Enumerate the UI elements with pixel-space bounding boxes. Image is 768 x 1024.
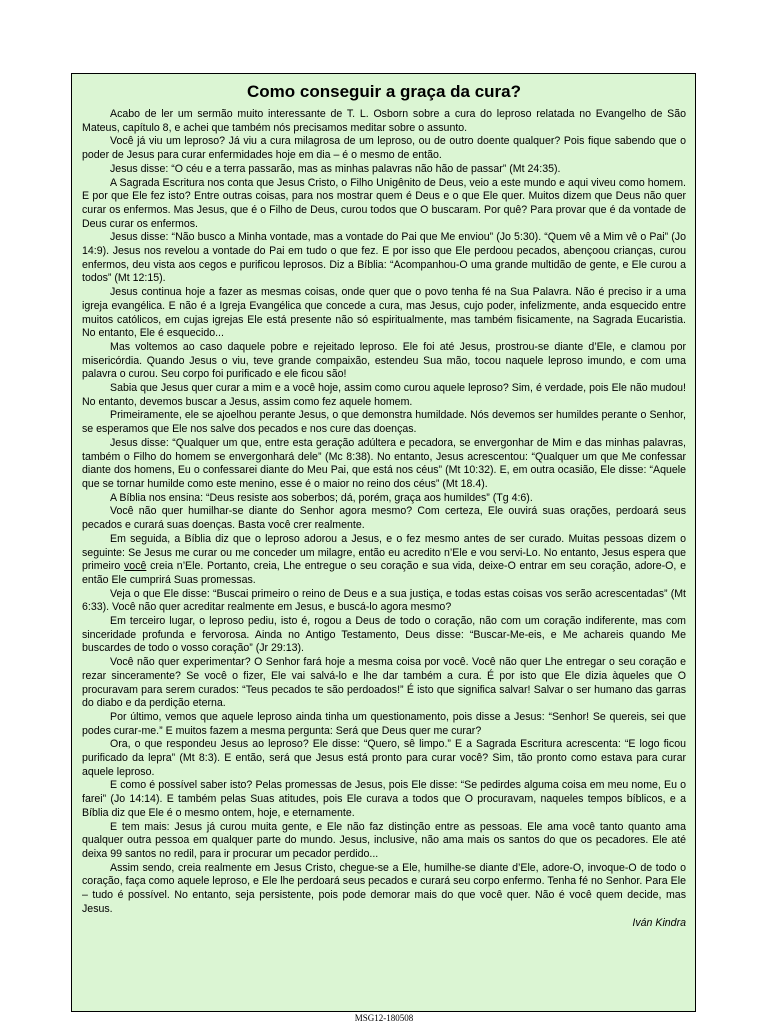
paragraph: Assim sendo, creia realmente em Jesus Cristo, chegue-se a Ele, humilhe-se diante d’Ele, adore-O, invoque-O de todo o coração, faça como aquele leproso, e Ele lhe perdoará seus pecados e curará seu corpo enfermo. Tenha fé no Senhor. Para Ele – tudo é possível. No entanto, seja persistente, pois pode demorar mais do que você quer. Não é você quem decide, mas Jesus. — [82, 861, 686, 915]
article-body — [82, 108, 686, 916]
paragraph: Ora, o que respondeu Jesus ao leproso? Ele disse: “Quero, sê limpo.” E a Sagrada Escritura acrescenta: “E logo ficou purificado da lepra” (Mt 8:3). E então, será que Jesus está pronto para curar você? Sim, tão pronto como estava para curar aquele leproso. — [82, 738, 686, 778]
underlined-word: você — [124, 560, 147, 573]
paragraph: E como é possível saber isto? Pelas promessas de Jesus, pois Ele disse: “Se pedirdes alguma coisa em meu nome, Eu o farei” (Jo 14:14). E também pelas Suas atitudes, pois Ele curava a todos que O procuravam, naqueles tempos bíblicos, e a Bíblia diz que Ele é o mesmo ontem, hoje, e eternamente. — [82, 779, 686, 819]
paragraph: Acabo de ler um sermão muito interessante de T. L. Osborn sobre a cura do leproso relatada no Evangelho de São Mateus, capítulo 8, e achei que também nós precisamos meditar sobre o assunto. — [82, 108, 686, 134]
paragraph: Por último, vemos que aquele leproso ainda tinha um questionamento, pois disse a Jesus: “Senhor! Se quereis, sei que podes curar-me.” E muitos fazem a mesma pergunta: Será que Deus quer me curar? — [82, 710, 686, 737]
paragraph: Jesus disse: “O céu e a terra passarão, mas as minhas palavras não hão de passar” (Mt 24:35). — [110, 162, 561, 175]
author-signature: Iván Kindra — [632, 917, 686, 930]
paragraph: Em terceiro lugar, o leproso pediu, isto é, rogou a Deus de todo o coração, não com um coração indiferente, mas com sinceridade profunda e fervorosa. Ainda no Antigo Testamento, Deus disse: “Buscar-Me-eis, e Me achareis quando Me buscardes de todo o vosso coração” (Jr 29:13). — [82, 615, 686, 655]
paragraph: Você já viu um leproso? Já viu a cura milagrosa de um leproso, ou de outro doente qualquer? Pois fique sabendo que o poder de Jesus para curar enfermidades hoje em dia – é o mesmo de então. — [82, 135, 686, 162]
paragraph: E tem mais: Jesus já curou muita gente, e Ele não faz distinção entre as pessoas. Ele ama você tanto quanto ama qualquer outra pessoa em qualquer parte do mundo. Jesus, inclusive, não ama mais os santos do que os pecadores. Ele até deixa 99 santos no redil, para ir procurar um pecador perdido... — [82, 820, 686, 860]
paragraph: Você não quer experimentar? O Senhor fará hoje a mesma coisa por você. Você não quer Lhe entregar o seu coração e rezar sinceramente? Se você o fizer, Ele vai salvá-lo e lhe dar também a cura. É por isto que Ele dizia àqueles que O procuravam para serem curados: “Teus pecados te são perdoados!” É isto que significa salvar! Salvar o ser humano das garras do diabo e da perdição eterna. — [82, 656, 686, 710]
paragraph-text: Em seguida, a Bíblia diz que o leproso adorou a Jesus, e o fez mesmo antes de ser curado. Muitas pessoas dizem o seguinte: Se Jesus me curar ou me conceder um milagre, então eu acredito n’Ele e vou servi-Lo. No entanto, Jesus espera que primeiro — [82, 532, 686, 573]
paragraph: Jesus continua hoje a fazer as mesmas coisas, onde quer que o povo tenha fé na Sua Palavra. Não é preciso ir a uma igreja evangélica. E não é a Igreja Evangélica que concede a cura, mas Jesus, cujo poder, infelizmente, anda esquecido entre muitos católicos, em cujas igrejas Ele está presente não só espiritualmente, mas também fisicamente, na Sagrada Eucaristia. No entanto, Ele é esquecido... — [82, 286, 686, 340]
paragraph: Sabia que Jesus quer curar a mim e a você hoje, assim como curou aquele leproso? Sim, é verdade, pois Ele não mudou! No entanto, devemos buscar a Jesus, assim como fez aquele homem. — [82, 382, 686, 408]
paragraph-text: creia n’Ele. Portanto, creia, Lhe entregue o seu coração e sua vida, deixe-O entrar em seu coração, adore-O, e então Ele cumprirá Suas promessas. — [82, 560, 686, 586]
paragraph: Primeiramente, ele se ajoelhou perante Jesus, o que demonstra humildade. Nós devemos ser humildes perante o Senhor, se esperamos que Ele nos salve dos pecados e nos cure das doenças. — [82, 409, 686, 436]
paragraph: Você não quer humilhar-se diante do Senhor agora mesmo? Com certeza, Ele ouvirá suas orações, perdoará seus pecados e curará suas doenças. Basta você crer realmente. — [82, 505, 686, 532]
document-code: MSG12-180508 — [354, 1013, 414, 1023]
page-title: Como conseguir a graça da cura? — [247, 82, 521, 101]
paragraph: A Bíblia nos ensina: “Deus resiste aos soberbos; dá, porém, graça aos humildes” (Tg 4:6). — [110, 491, 533, 504]
paragraph: Mas voltemos ao caso daquele pobre e rejeitado leproso. Ele foi até Jesus, prostrou-se diante d’Ele, e clamou por misericórdia. Quando Jesus o viu, teve grande compaixão, estendeu Sua mão, tocou naquele leproso imundo, e com uma palavra o curou. Seu corpo foi purificado e ele ficou são! — [82, 340, 686, 381]
paragraph — [82, 533, 686, 588]
paragraph: Jesus disse: “Qualquer um que, entre esta geração adúltera e pecadora, se envergonhar de Mim e das minhas palavras, também o Filho do homem se envergonhará dele” (Mc 8:38). No entanto, Jesus acrescentou: “Qualquer um que Me confessar diante dos homens, Eu o confessarei diante do Meu Pai, que está nos céus” (Mt 10:32). E, em outra ocasião, Ele disse: “Aquele que se tornar humilde como este menino, esse é o maior no reino dos céus” (Mt 18.4). — [82, 436, 686, 490]
paragraph: Jesus disse: “Não busco a Minha vontade, mas a vontade do Pai que Me enviou” (Jo 5:30). “Quem vê a Mim vê o Pai” (Jo 14:9). Jesus nos revelou a vontade do Pai em tudo o que fez. E por isso que Ele perdoou pecados, abençoou crianças, curou enfermos, deu vista aos cegos e purificou leprosos. Diz a Bíblia: “Acompanhou-O uma grande multidão de gente, e Ele curou a todos” (Mt 12:15). — [82, 231, 686, 285]
tract-box — [71, 73, 696, 1012]
paragraph: Veja o que Ele disse: “Buscai primeiro o reino de Deus e a sua justiça, e todas estas coisas vos serão acrescentadas” (Mt 6:33). Você não quer acreditar realmente em Jesus, e buscá-lo agora mesmo? — [82, 587, 686, 614]
paragraph: A Sagrada Escritura nos conta que Jesus Cristo, o Filho Unigênito de Deus, veio a este mundo e aqui viveu como homem. E por que Ele fez isto? Entre outras coisas, para nos mostrar quem é Deus e o que Ele quer. Muitos dizem que Deus não quer curar os enfermos. Mas Jesus, que é o Filho de Deus, curou todos que O buscaram. Por quê? Para provar que é da vontade de Deus curar os enfermos. — [82, 176, 686, 230]
